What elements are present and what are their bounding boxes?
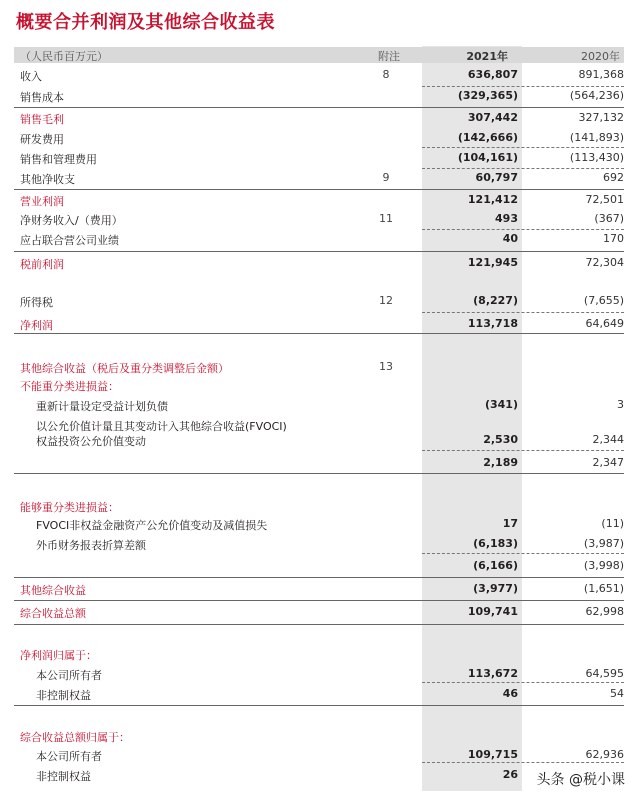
row-label: 本公司所有者 (36, 750, 102, 763)
value-2020: 72,304 (585, 256, 624, 269)
value-2021: 109,741 (467, 605, 518, 618)
table-row (0, 746, 640, 766)
value-2021: 40 (502, 232, 518, 245)
value-2020: (7,655) (583, 294, 624, 307)
value-2020: 3 (617, 398, 624, 411)
row-label: 以公允价值计量且其变动计入其他综合收益(FVOCI) (36, 420, 287, 433)
table-row (0, 230, 640, 250)
table-row (0, 315, 640, 335)
row-label: 销售成本 (20, 91, 64, 104)
table-header (14, 47, 624, 63)
row-label: 重新计量设定受益计划负债 (36, 400, 168, 413)
table-row (0, 396, 640, 416)
value-2020: 2,344 (592, 433, 624, 446)
value-2020: (1,651) (583, 582, 624, 595)
rule (422, 168, 624, 169)
value-2020: (141,893) (569, 131, 624, 144)
value-2020: (3,998) (583, 559, 624, 572)
table-row (0, 497, 640, 517)
value-2021: (3,977) (473, 582, 518, 595)
row-label: 能够重分类进损益： (20, 501, 119, 514)
value-2021: 26 (502, 768, 518, 781)
table-row (0, 603, 640, 623)
value-2021: 109,715 (467, 748, 518, 761)
row-label: 其他综合收益 (20, 584, 86, 597)
row-label: 非控制权益 (36, 770, 91, 783)
value-2021: 636,807 (467, 68, 518, 81)
table-row (0, 431, 640, 451)
row-label: 外币财务报表折算差额 (36, 539, 146, 552)
value-2020: 62,998 (585, 605, 624, 618)
rule (422, 147, 624, 148)
value-2021: 307,442 (467, 111, 518, 124)
value-2020: 692 (603, 171, 624, 184)
value-2021: (142,666) (457, 131, 518, 144)
row-label: 净利润归属于： (20, 649, 97, 662)
value-2020: 327,132 (578, 111, 624, 124)
row-note: 11 (379, 212, 393, 225)
table-row (0, 727, 640, 747)
table-row (0, 210, 640, 230)
value-2021: 60,797 (475, 171, 518, 184)
rule (14, 705, 624, 706)
table-row (0, 685, 640, 705)
value-2021: 46 (502, 687, 518, 700)
row-note: 8 (382, 68, 390, 81)
note-header: 附注 (378, 50, 400, 63)
watermark: 头条 @税小课 (534, 769, 628, 789)
table-row (0, 191, 640, 211)
table-row (0, 109, 640, 129)
row-label: 净财务收入/（费用） (20, 214, 123, 227)
row-note: 13 (379, 360, 393, 373)
table-row (0, 129, 640, 149)
value-2021: 113,718 (467, 317, 518, 330)
value-2020: 2,347 (592, 456, 624, 469)
row-label: 权益投资公允价值变动 (36, 435, 146, 448)
rule (14, 251, 624, 252)
rule (14, 107, 624, 108)
value-2020: (564,236) (569, 89, 624, 102)
value-2020: 891,368 (578, 68, 624, 81)
table-row (0, 149, 640, 169)
value-2021: (329,365) (457, 89, 518, 102)
row-label: 营业利润 (20, 195, 64, 208)
row-label: 销售和管理费用 (20, 153, 97, 166)
table-row (0, 454, 640, 474)
value-2020: (11) (601, 517, 624, 530)
row-label: 其他净收支 (20, 173, 75, 186)
table-row (0, 557, 640, 577)
row-label: 不能重分类进损益： (20, 380, 119, 393)
row-label: 应占联合营公司业绩 (20, 234, 119, 247)
rule (422, 762, 624, 763)
table-row (0, 376, 640, 396)
table-row (0, 87, 640, 107)
table-row (0, 515, 640, 535)
value-2021: 2,189 (483, 456, 518, 469)
table-row (0, 254, 640, 274)
rule (14, 600, 624, 601)
rule (14, 333, 624, 334)
value-2020: 64,649 (585, 317, 624, 330)
row-note: 9 (382, 171, 390, 184)
row-label: 综合收益总额归属于： (20, 731, 130, 744)
rule (14, 189, 624, 190)
table-row (0, 358, 640, 378)
value-2021: 493 (495, 212, 518, 225)
row-label: 税前利润 (20, 258, 64, 271)
rule (422, 86, 624, 87)
value-2020: 62,936 (585, 748, 624, 761)
rule (422, 682, 624, 683)
value-2021: 17 (502, 517, 518, 530)
row-label: 收入 (20, 70, 42, 83)
row-note: 12 (379, 294, 393, 307)
value-2021: (8,227) (473, 294, 518, 307)
table-row (0, 169, 640, 189)
rule (422, 229, 624, 230)
rule (422, 450, 624, 451)
row-label: 研发费用 (20, 133, 64, 146)
row-label: 销售毛利 (20, 113, 64, 126)
rule (14, 624, 624, 625)
value-2020: (113,430) (569, 151, 624, 164)
table-row (0, 535, 640, 555)
value-2021: (6,183) (473, 537, 518, 550)
row-label: 净利润 (20, 319, 53, 332)
value-2021: 2,530 (483, 433, 518, 446)
value-2020: 64,595 (585, 667, 624, 680)
table-row (0, 66, 640, 86)
rule (422, 553, 624, 554)
rule (422, 312, 624, 313)
value-2020: (3,987) (583, 537, 624, 550)
row-label: 非控制权益 (36, 689, 91, 702)
value-2021: 121,412 (467, 193, 518, 206)
row-label: 综合收益总额 (20, 607, 86, 620)
value-2020: 170 (603, 232, 624, 245)
value-2021: (6,166) (473, 559, 518, 572)
value-2020: 54 (610, 687, 624, 700)
row-label: 本公司所有者 (36, 669, 102, 682)
year-2020-header: 2020年 (581, 50, 620, 63)
value-2021: 113,672 (467, 667, 518, 680)
table-row (0, 292, 640, 312)
table-row (0, 580, 640, 600)
unit-label: （人民币百万元） (20, 50, 108, 63)
value-2021: (341) (484, 398, 518, 411)
table-row (0, 645, 640, 665)
value-2021: 121,945 (467, 256, 518, 269)
rule (14, 577, 624, 578)
page-title: 概要合并利润及其他综合收益表 (16, 12, 275, 33)
value-2020: 72,501 (585, 193, 624, 206)
year-2021-header: 2021年 (466, 50, 508, 63)
row-label: 所得税 (20, 296, 53, 309)
row-label: FVOCI非权益金融资产公允价值变动及减值损失 (36, 519, 268, 532)
rule (14, 473, 624, 474)
row-label: 其他综合收益（税后及重分类调整后金额） (20, 362, 229, 375)
value-2020: (367) (594, 212, 624, 225)
value-2021: (104,161) (457, 151, 518, 164)
